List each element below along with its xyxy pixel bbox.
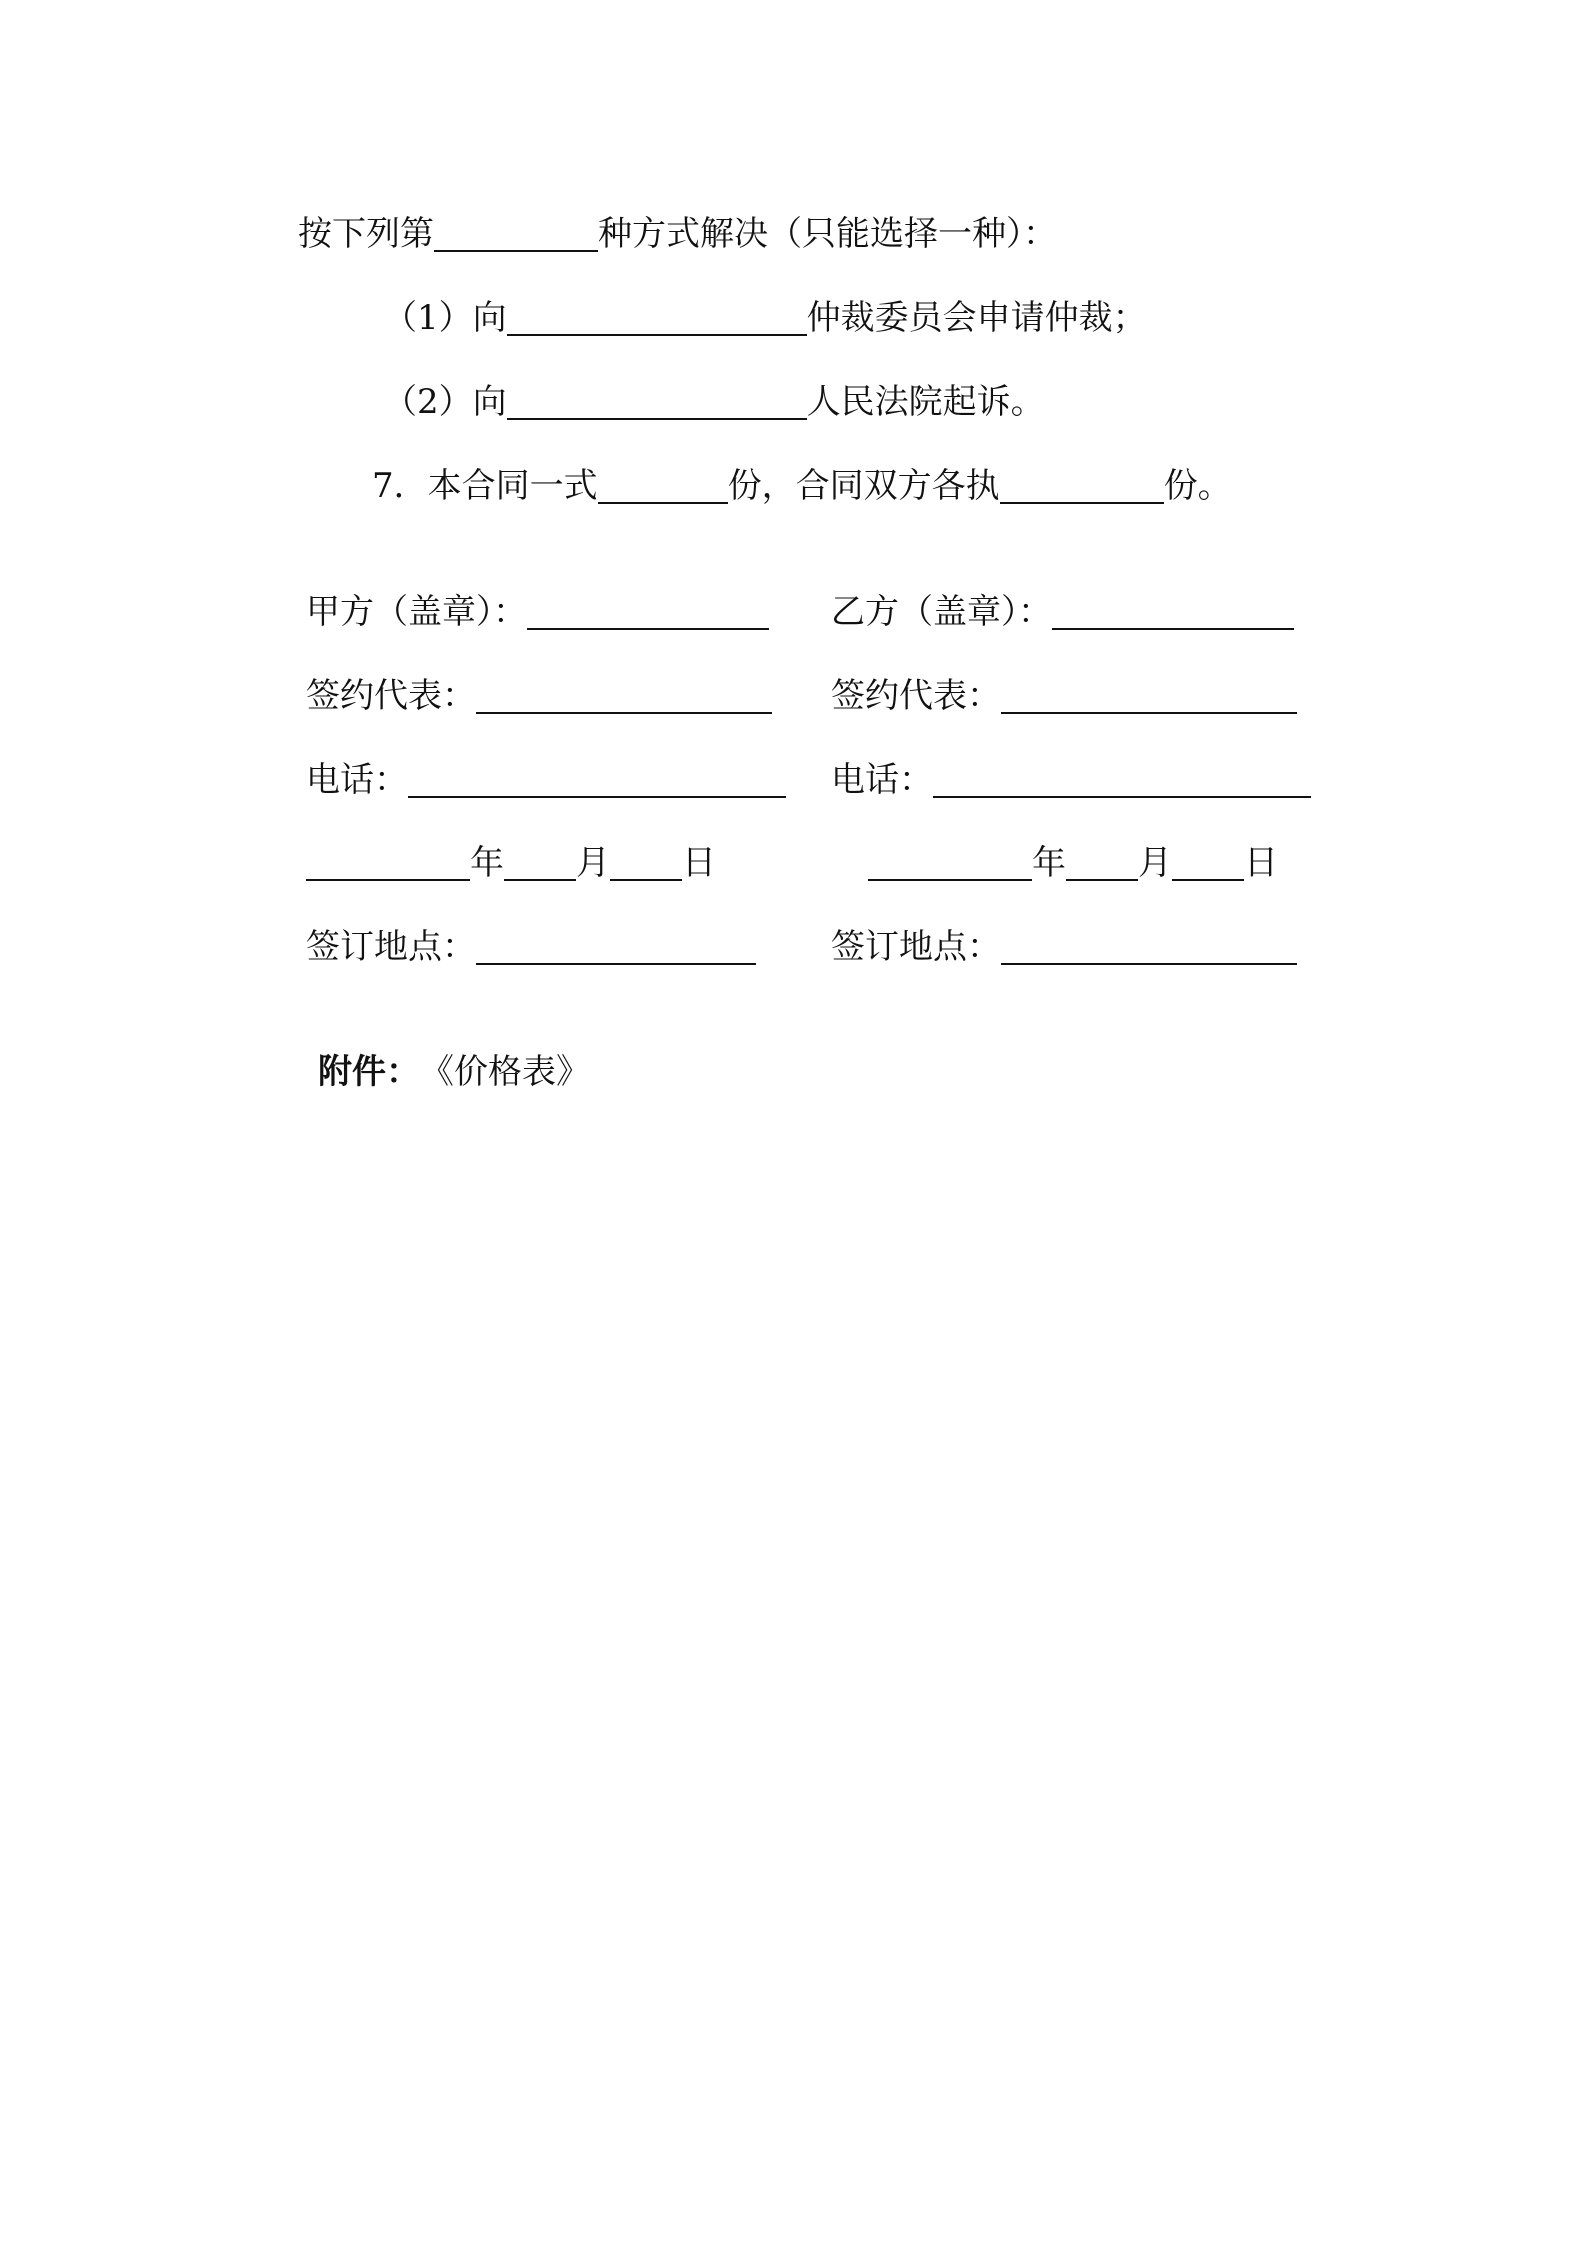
party-b-rep-blank[interactable] <box>1001 680 1297 714</box>
copies-clause-line <box>372 466 1232 506</box>
arbitration-committee-blank[interactable] <box>507 302 807 336</box>
party-b-seal-label: 乙方（盖章）： <box>831 592 1052 632</box>
court-option-suffix: 人民法院起诉。 <box>806 382 1045 422</box>
attachment-title: 《价格表》 <box>420 1052 590 1092</box>
party-a-seal-line <box>306 592 769 632</box>
method-number-blank[interactable] <box>434 218 598 252</box>
party-b-year-blank[interactable] <box>868 847 1032 881</box>
court-option-line <box>383 382 1045 422</box>
party-b-place-line <box>831 927 1297 967</box>
party-a-phone-blank[interactable] <box>408 764 786 798</box>
party-b-seal-line <box>831 592 1294 632</box>
party-a-place-label: 签订地点： <box>306 927 476 967</box>
month-label: 月 <box>1138 843 1172 883</box>
party-a-date-line <box>306 843 716 883</box>
party-a-seal-blank[interactable] <box>527 596 769 630</box>
party-a-rep-label: 签约代表： <box>306 676 476 716</box>
month-label: 月 <box>576 843 610 883</box>
copies-prefix: 7．本合同一式 <box>372 466 598 506</box>
arbitration-option-line <box>383 298 1147 338</box>
year-label: 年 <box>1032 843 1066 883</box>
party-b-place-label: 签订地点： <box>831 927 1001 967</box>
party-a-place-line <box>306 927 756 967</box>
arbitration-option-suffix: 仲裁委员会申请仲裁； <box>806 298 1147 338</box>
party-a-seal-label: 甲方（盖章）： <box>306 592 527 632</box>
dispute-intro-after: 种方式解决（只能选择一种）： <box>598 214 1057 254</box>
copies-each-blank[interactable] <box>1000 470 1164 504</box>
dispute-intro-line <box>298 214 1057 254</box>
party-b-phone-line <box>831 760 1311 800</box>
party-b-seal-blank[interactable] <box>1052 596 1294 630</box>
party-b-rep-line <box>831 676 1297 716</box>
party-b-phone-label: 电话： <box>831 760 933 800</box>
party-b-day-blank[interactable] <box>1172 847 1244 881</box>
party-a-place-blank[interactable] <box>476 931 756 965</box>
party-a-rep-line <box>306 676 772 716</box>
copies-suffix: 份。 <box>1163 466 1232 506</box>
day-label: 日 <box>682 843 716 883</box>
party-b-month-blank[interactable] <box>1066 847 1138 881</box>
day-label: 日 <box>1244 843 1278 883</box>
party-a-month-blank[interactable] <box>504 847 576 881</box>
party-a-year-blank[interactable] <box>306 847 470 881</box>
party-b-rep-label: 签约代表： <box>831 676 1001 716</box>
party-b-phone-blank[interactable] <box>933 764 1311 798</box>
arbitration-option-prefix: （1）向 <box>383 298 507 338</box>
dispute-intro-before: 按下列第 <box>298 214 434 254</box>
party-a-phone-label: 电话： <box>306 760 408 800</box>
total-copies-blank[interactable] <box>598 470 728 504</box>
court-name-blank[interactable] <box>507 386 807 420</box>
year-label: 年 <box>470 843 504 883</box>
attachment-line <box>318 1052 590 1092</box>
party-a-rep-blank[interactable] <box>476 680 772 714</box>
party-b-place-blank[interactable] <box>1001 931 1297 965</box>
party-a-day-blank[interactable] <box>610 847 682 881</box>
copies-middle: 份，合同双方各执 <box>727 466 1000 506</box>
party-b-date-line <box>868 843 1278 883</box>
attachment-label: 附件： <box>318 1052 420 1092</box>
court-option-prefix: （2）向 <box>383 382 507 422</box>
party-a-phone-line <box>306 760 786 800</box>
